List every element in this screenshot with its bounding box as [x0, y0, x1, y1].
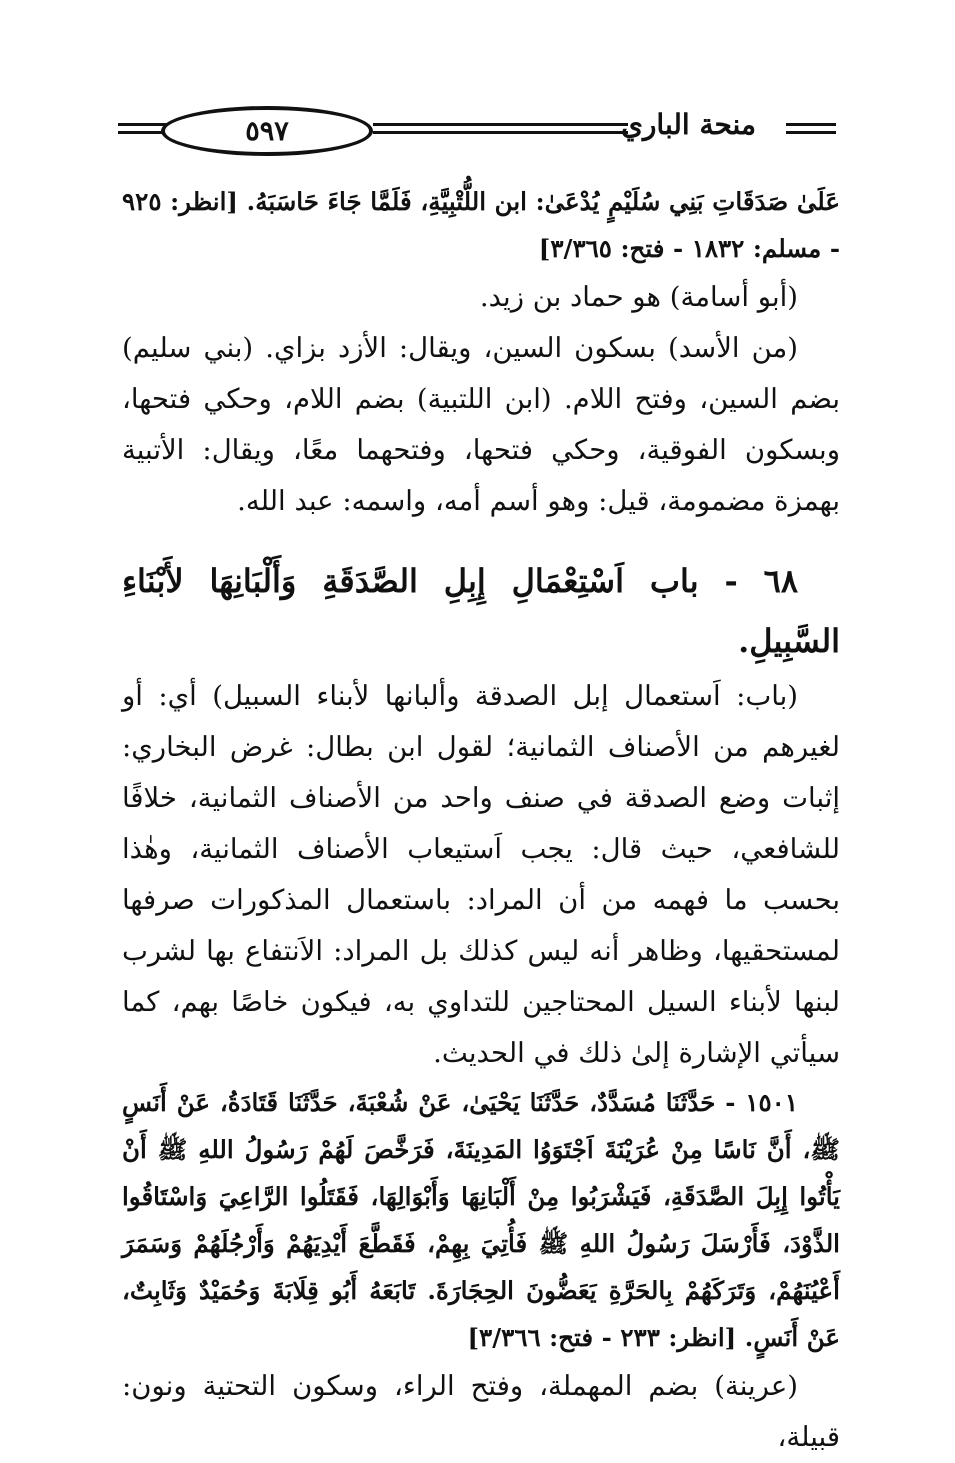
header-rule-right-top — [786, 123, 836, 126]
chapter-commentary: (باب: اَستعمال إبل الصدقة وألبانها لأبناء السبيل) أي: أو لغيرهم من الأصناف الثمانية؛ لقول ابن بطال: غرض البخاري: إثبات وضع الصدقة في صنف واحد من الأصناف الثمانية، خلافًا للشافعي، حيث قال: يجب اَستيعاب الأصناف الثمانية، وهٰذا بحسب ما فهمه من أن المراد: باستعمال المذكورات صرفها لمستحقيها، وظاهر أنه ليس كذلك بل المراد: الاَنتفاع بها لشرب لبنها لأبناء السيل المحتاجين للتداوي به، فيكون خاصًا بهم، كما سيأتي الإشارة إلىٰ ذلك في الحديث. — [122, 680, 840, 1069]
header-rule-middle-bottom — [373, 131, 628, 134]
commentary-abu-usama: (أبو أسامة) هو حماد بن زيد. — [479, 281, 798, 313]
header-rule-right-bottom — [786, 131, 836, 134]
running-title: منحة الباري — [620, 108, 756, 141]
header-rule-middle-top — [373, 123, 628, 126]
hadith-continuation: عَلَىٰ صَدَقَاتِ بَنِي سُلَيْمٍ يُدْعَىٰ: ابن اللُّتْبِيَّةِ، فَلَمَّا جَاءَ حَاسَبَهُ. [انظر: ٩٢٥ - مسلم: ١٨٣٢ - فتح: ٣/٣٦٥] — [122, 187, 840, 263]
chapter-heading: ٦٨ - باب اَسْتِعْمَالِ إِبِلِ الصَّدَقَةِ وَأَلْبَانِهَا لأَبْنَاءِ السَّبِيلِ. — [122, 562, 840, 660]
commentary-names: (من الأسد) بسكون السين، ويقال: الأزد بزاي. (بني سليم) بضم السين، وفتح اللام. (ابن اللتبية) بضم اللام، وحكي فتحها، وبسكون الفوقية، وحكي فتحها، وفتحهما معًا، ويقال: الأتبية بهمزة مضمومة، قيل: وهو أسم أمه، واسمه: عبد الله. — [122, 332, 840, 517]
page-number: ٥٩٧ — [245, 115, 289, 147]
commentary-urayna: (عرينة) بضم المهملة، وفتح الراء، وسكون التحتية ونون: قبيلة، — [122, 1370, 840, 1453]
page-header — [118, 96, 836, 166]
page-body — [122, 178, 840, 1463]
hadith-1501: ١٥٠١ - حَدَّثَنَا مُسَدَّدٌ، حَدَّثَنَا يَحْيَىٰ، عَنْ شُعْبَةَ، حَدَّثَنَا قَتَادَةُ، عَنْ أَنَسٍ ﷺ، أَنَّ نَاسًا مِنْ عُرَيْنَةَ اَجْتَوَوُا المَدِينَةَ، فَرَخَّصَ لَهُمْ رَسُولُ اللهِ ﷺ أَنْ يَأْتُوا إِبِلَ الصَّدَقَةِ، فَيَشْرَبُوا مِنْ أَلْبَانِهَا وَأَبْوَالِهَا، فَقَتَلُوا الرَّاعِيَ وَاسْتَاقُوا الذَّوْدَ، فَأَرْسَلَ رَسُولُ اللهِ ﷺ فَأُتِيَ بِهِمْ، فَقَطَّعَ أَيْدِيَهُمْ وَأَرْجُلَهُمْ وَسَمَرَ أَعْيُنَهُمْ، وَتَرَكَهُمْ بِالحَرَّةِ يَعَضُّونَ الحِجَارَةَ. تَابَعَهُ أَبُو قِلَابَةَ وَحُمَيْدٌ وَثَابِتٌ، عَنْ أَنَسٍ. [انظر: ٢٣٣ - فتح: ٣/٣٦٦] — [122, 1088, 840, 1352]
page-number-oval — [161, 106, 373, 156]
